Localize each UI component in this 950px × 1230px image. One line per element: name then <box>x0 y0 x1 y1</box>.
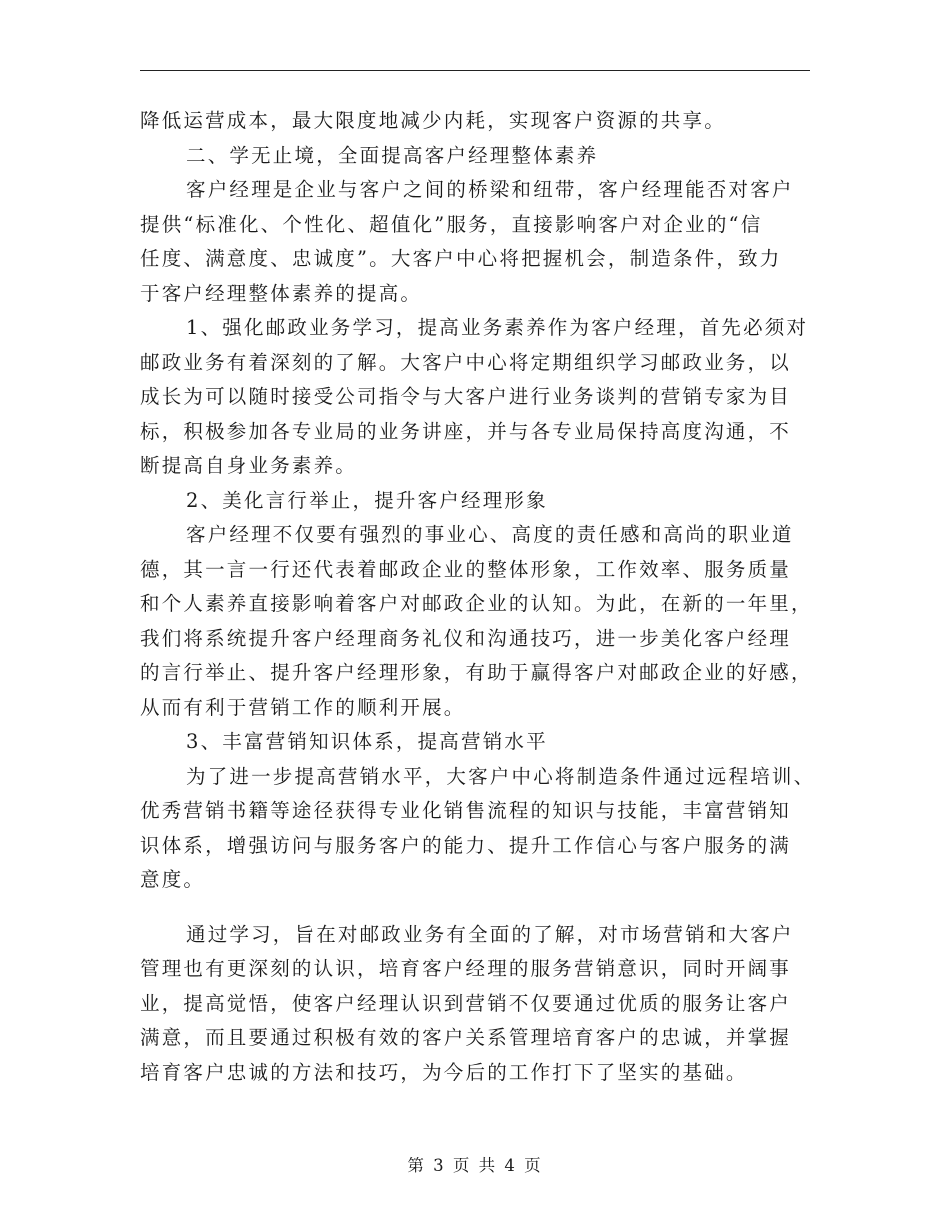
text-line: 意度。 <box>140 868 206 891</box>
text-line: 的言行举止、提升客户经理形象，有助于赢得客户对邮政企业的好感， <box>140 661 813 684</box>
section-heading: 二、学无止境，全面提高客户经理整体素养 <box>186 143 599 167</box>
text-line: 优秀营销书籍等途径获得专业化销售流程的知识与技能，丰富营销知 <box>140 799 792 822</box>
text-line: 管理也有更深刻的认识，培育客户经理的服务营销意识，同时开阔事 <box>140 957 792 980</box>
subsection-heading: 3、丰富营销知识体系，提高营销水平 <box>186 730 548 753</box>
text-line: 降低运营成本，最大限度地减少内耗，实现客户资源的共享。 <box>140 109 726 132</box>
text-line: 识体系，增强访问与服务客户的能力、提升工作信心与客户服务的满 <box>140 833 792 857</box>
text-line: 成长为可以随时接受公司指令与大客户进行业务谈判的营销专家为目 <box>140 385 792 408</box>
text-line: 邮政业务有着深刻的了解。大客户中心将定期组织学习邮政业务，以 <box>140 350 792 374</box>
text-line: 为了进一步提高营销水平，大客户中心将制造条件通过远程培训、 <box>186 764 816 788</box>
text-line: 培育客户忠诚的方法和技巧，为今后的工作打下了坚实的基础。 <box>140 1060 748 1084</box>
text-line: 提供“标准化、个性化、超值化”服务，直接影响客户对企业的“信 <box>140 212 763 236</box>
header-rule <box>140 70 810 71</box>
subsection-heading: 1、强化邮政业务学习，提高业务素养作为客户经理，首先必须对 <box>186 316 809 339</box>
subsection-heading: 2、美化言行举止，提升客户经理形象 <box>186 488 548 512</box>
text-line: 标，积极参加各专业局的业务讲座，并与各专业局保持高度沟通，不 <box>140 419 792 443</box>
text-line: 通过学习，旨在对邮政业务有全面的了解，对市场营销和大客户 <box>186 922 794 946</box>
text-line: 业，提高觉悟，使客户经理认识到营销不仅要通过优质的服务让客户 <box>140 991 792 1015</box>
text-line: 德，其一言一行还代表着邮政企业的整体形象，工作效率、服务质量 <box>140 557 792 581</box>
text-line: 断提高自身业务素养。 <box>140 454 358 477</box>
document-body <box>140 104 816 1090</box>
paragraph-gap <box>140 898 810 918</box>
text-line: 于客户经理整体素养的提高。 <box>140 281 423 305</box>
text-line: 和个人素养直接影响着客户对邮政企业的认知。为此，在新的一年里， <box>140 592 813 615</box>
text-line: 从而有利于营销工作的顺利开展。 <box>140 695 466 719</box>
page-number: 第 3 页 共 4 页 <box>407 1156 543 1175</box>
text-line: 客户经理是企业与客户之间的桥梁和纽带，客户经理能否对客户 <box>186 178 794 201</box>
text-line: 任度、满意度、忠诚度”。大客户中心将把握机会，制造条件，致力 <box>140 247 782 270</box>
text-line: 我们将系统提升客户经理商务礼仪和沟通技巧，进一步美化客户经理 <box>140 626 792 650</box>
text-line: 客户经理不仅要有强烈的事业心、高度的责任感和高尚的职业道 <box>186 523 794 546</box>
text-line: 满意，而且要通过积极有效的客户关系管理培育客户的忠诚，并掌握 <box>140 1026 792 1049</box>
